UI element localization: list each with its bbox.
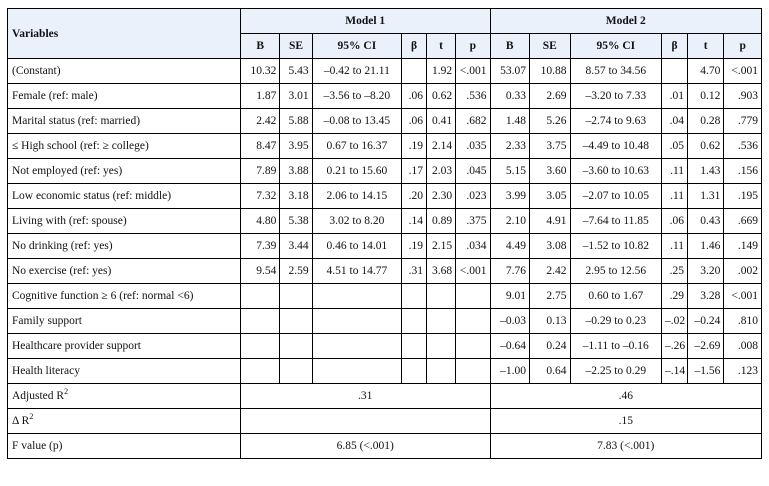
model1-ci-cell: 0.46 to 14.01 [312, 234, 401, 259]
model2-p-cell: <.001 [724, 284, 762, 309]
model1-ci-cell [312, 284, 401, 309]
model2-ci-cell: –4.49 to 10.48 [570, 134, 662, 159]
summary-row-delta-r2 [8, 409, 762, 434]
model2-beta-cell: –.14 [662, 359, 688, 384]
row-label: No drinking (ref: yes) [8, 234, 241, 259]
model1-b-cell: 8.47 [240, 134, 280, 159]
model1-p-cell [456, 284, 490, 309]
model2-value: .46 [490, 384, 762, 409]
model2-t-cell: –2.69 [688, 334, 724, 359]
model1-se-cell: 5.38 [280, 209, 312, 234]
model2-value: .15 [490, 409, 762, 434]
model1-ci-cell: 0.67 to 16.37 [312, 134, 401, 159]
model1-ci-cell: 2.06 to 14.15 [312, 184, 401, 209]
model2-t-cell: 0.43 [688, 209, 724, 234]
model1-beta-cell: .14 [402, 209, 427, 234]
model2-p-cell: .669 [724, 209, 762, 234]
model2-ci-cell: –0.29 to 0.23 [570, 309, 662, 334]
model1-t-cell: 3.68 [427, 259, 456, 284]
model2-b-cell: –0.64 [490, 334, 530, 359]
model2-p-cell: .002 [724, 259, 762, 284]
model1-header: Model 1 [240, 9, 490, 34]
model2-ci-cell: –2.74 to 9.63 [570, 109, 662, 134]
model2-se-cell: 10.88 [530, 59, 571, 84]
model1-p-cell: .035 [456, 134, 490, 159]
model1-value: 6.85 (<.001) [240, 434, 490, 459]
model1-b-cell: 7.32 [240, 184, 280, 209]
row-label: Low economic status (ref: middle) [8, 184, 241, 209]
model1-ci-cell [312, 334, 401, 359]
col-header-p: p [724, 34, 762, 59]
table-row [8, 84, 762, 109]
model1-se-cell: 2.59 [280, 259, 312, 284]
model2-beta-cell: .06 [662, 209, 688, 234]
col-header-p: p [456, 34, 490, 59]
model1-t-cell [427, 334, 456, 359]
regression-table [7, 8, 762, 459]
table-row [8, 234, 762, 259]
model2-beta-cell: .11 [662, 159, 688, 184]
model2-p-cell: .903 [724, 84, 762, 109]
model1-se-cell: 3.88 [280, 159, 312, 184]
table-row [8, 284, 762, 309]
model2-p-cell: .008 [724, 334, 762, 359]
model2-ci-cell: –3.20 to 7.33 [570, 84, 662, 109]
model1-b-cell [240, 309, 280, 334]
model2-se-cell: 4.91 [530, 209, 571, 234]
table-header [8, 9, 762, 59]
model2-beta-cell: .05 [662, 134, 688, 159]
model2-p-cell: .195 [724, 184, 762, 209]
model1-t-cell: 2.15 [427, 234, 456, 259]
model1-p-cell [456, 334, 490, 359]
model2-header: Model 2 [490, 9, 762, 34]
model2-t-cell: 0.12 [688, 84, 724, 109]
variables-header: Variables [8, 9, 241, 59]
model1-t-cell: 0.89 [427, 209, 456, 234]
table-summary [8, 384, 762, 459]
model2-ci-cell: –1.52 to 10.82 [570, 234, 662, 259]
summary-row-adjusted-r2 [8, 384, 762, 409]
model2-beta-cell: .11 [662, 234, 688, 259]
model1-ci-cell: 0.21 to 15.60 [312, 159, 401, 184]
model1-value [240, 409, 490, 434]
model2-beta-cell: .01 [662, 84, 688, 109]
model2-ci-cell: –1.11 to –0.16 [570, 334, 662, 359]
model2-t-cell: 0.62 [688, 134, 724, 159]
table-row [8, 184, 762, 209]
model2-beta-cell: .04 [662, 109, 688, 134]
model2-p-cell: .536 [724, 134, 762, 159]
model2-p-cell: .810 [724, 309, 762, 334]
model2-b-cell: 2.10 [490, 209, 530, 234]
table-row [8, 109, 762, 134]
table-row [8, 159, 762, 184]
model1-beta-cell [402, 309, 427, 334]
model2-p-cell: .123 [724, 359, 762, 384]
row-label: No exercise (ref: yes) [8, 259, 241, 284]
model2-beta-cell: .25 [662, 259, 688, 284]
table-row [8, 59, 762, 84]
superscript: 2 [64, 387, 69, 397]
model1-b-cell: 1.87 [240, 84, 280, 109]
model1-p-cell: .023 [456, 184, 490, 209]
col-header-ci: 95% CI [312, 34, 401, 59]
model2-se-cell: 5.26 [530, 109, 571, 134]
model1-beta-cell [402, 59, 427, 84]
model1-se-cell [280, 359, 312, 384]
row-label: Marital status (ref: married) [8, 109, 241, 134]
model1-b-cell: 4.80 [240, 209, 280, 234]
model1-ci-cell [312, 359, 401, 384]
model1-b-cell: 7.39 [240, 234, 280, 259]
model2-p-cell: <.001 [724, 59, 762, 84]
model1-beta-cell: .19 [402, 134, 427, 159]
row-label: Cognitive function ≥ 6 (ref: normal <6) [8, 284, 241, 309]
model1-p-cell [456, 359, 490, 384]
model2-t-cell: 3.28 [688, 284, 724, 309]
model2-beta-cell [662, 59, 688, 84]
model1-ci-cell: –0.42 to 21.11 [312, 59, 401, 84]
superscript: 2 [29, 412, 34, 422]
model2-ci-cell: 8.57 to 34.56 [570, 59, 662, 84]
row-label-text: Δ R [12, 415, 30, 427]
model1-t-cell: 0.41 [427, 109, 456, 134]
model1-t-cell: 2.30 [427, 184, 456, 209]
col-header-b: B [490, 34, 530, 59]
model1-t-cell: 2.03 [427, 159, 456, 184]
model2-p-cell: .149 [724, 234, 762, 259]
model2-ci-cell: 2.95 to 12.56 [570, 259, 662, 284]
model1-se-cell: 3.95 [280, 134, 312, 159]
model2-b-cell: 0.33 [490, 84, 530, 109]
model2-t-cell: –0.24 [688, 309, 724, 334]
model1-b-cell [240, 284, 280, 309]
model2-t-cell: 0.28 [688, 109, 724, 134]
model2-beta-cell: –.02 [662, 309, 688, 334]
col-header-b: B [240, 34, 280, 59]
model1-b-cell [240, 334, 280, 359]
model2-t-cell: 1.31 [688, 184, 724, 209]
col-header-ci: 95% CI [570, 34, 662, 59]
table-row [8, 309, 762, 334]
model1-se-cell: 3.18 [280, 184, 312, 209]
model1-se-cell [280, 309, 312, 334]
model1-b-cell: 10.32 [240, 59, 280, 84]
model2-se-cell: 0.64 [530, 359, 571, 384]
model1-value: .31 [240, 384, 490, 409]
model2-b-cell: 9.01 [490, 284, 530, 309]
model2-ci-cell: –2.25 to 0.29 [570, 359, 662, 384]
model2-se-cell: 3.08 [530, 234, 571, 259]
row-label: ≤ High school (ref: ≥ college) [8, 134, 241, 159]
model1-t-cell [427, 309, 456, 334]
model2-b-cell: 2.33 [490, 134, 530, 159]
col-header-t: t [688, 34, 724, 59]
model1-p-cell: .045 [456, 159, 490, 184]
model1-ci-cell: 3.02 to 8.20 [312, 209, 401, 234]
model2-ci-cell: 0.60 to 1.67 [570, 284, 662, 309]
col-header-se: SE [530, 34, 571, 59]
model1-ci-cell: –0.08 to 13.45 [312, 109, 401, 134]
row-label: Family support [8, 309, 241, 334]
model2-se-cell: 0.24 [530, 334, 571, 359]
table-row [8, 209, 762, 234]
model2-beta-cell: .11 [662, 184, 688, 209]
model1-beta-cell: .19 [402, 234, 427, 259]
model2-t-cell: 1.46 [688, 234, 724, 259]
model1-p-cell: .375 [456, 209, 490, 234]
model1-se-cell: 3.44 [280, 234, 312, 259]
model2-t-cell: 3.20 [688, 259, 724, 284]
table-row [8, 134, 762, 159]
col-header-t: t [427, 34, 456, 59]
model2-p-cell: .779 [724, 109, 762, 134]
model2-se-cell: 2.42 [530, 259, 571, 284]
model1-se-cell [280, 284, 312, 309]
table-row [8, 259, 762, 284]
model2-b-cell: 1.48 [490, 109, 530, 134]
model1-t-cell [427, 284, 456, 309]
row-label [8, 384, 241, 409]
model1-ci-cell: –3.56 to –8.20 [312, 84, 401, 109]
table-row [8, 359, 762, 384]
model2-b-cell: –0.03 [490, 309, 530, 334]
model2-ci-cell: –7.64 to 11.85 [570, 209, 662, 234]
model2-beta-cell: .29 [662, 284, 688, 309]
model2-se-cell: 3.60 [530, 159, 571, 184]
model1-p-cell: <.001 [456, 259, 490, 284]
model2-t-cell: –1.56 [688, 359, 724, 384]
model1-se-cell [280, 334, 312, 359]
table-row [8, 334, 762, 359]
model1-b-cell: 2.42 [240, 109, 280, 134]
table-body [8, 59, 762, 384]
model2-se-cell: 3.75 [530, 134, 571, 159]
summary-row-f-value [8, 434, 762, 459]
model1-beta-cell: .31 [402, 259, 427, 284]
model1-beta-cell [402, 334, 427, 359]
model1-se-cell: 5.43 [280, 59, 312, 84]
model2-value: 7.83 (<.001) [490, 434, 762, 459]
model2-se-cell: 2.75 [530, 284, 571, 309]
model1-se-cell: 5.88 [280, 109, 312, 134]
header-row-models [8, 9, 762, 34]
model1-p-cell: <.001 [456, 59, 490, 84]
model2-b-cell: 53.07 [490, 59, 530, 84]
model1-p-cell: .682 [456, 109, 490, 134]
row-label: Health literacy [8, 359, 241, 384]
model1-beta-cell: .17 [402, 159, 427, 184]
model1-ci-cell [312, 309, 401, 334]
model1-p-cell: .034 [456, 234, 490, 259]
model1-b-cell [240, 359, 280, 384]
model1-b-cell: 7.89 [240, 159, 280, 184]
row-label: (Constant) [8, 59, 241, 84]
model1-t-cell: 0.62 [427, 84, 456, 109]
model1-t-cell: 1.92 [427, 59, 456, 84]
model2-ci-cell: –2.07 to 10.05 [570, 184, 662, 209]
model1-p-cell: .536 [456, 84, 490, 109]
model1-p-cell [456, 309, 490, 334]
row-label: Female (ref: male) [8, 84, 241, 109]
col-header-se: SE [280, 34, 312, 59]
model2-beta-cell: –.26 [662, 334, 688, 359]
model2-p-cell: .156 [724, 159, 762, 184]
model1-beta-cell: .06 [402, 109, 427, 134]
col-header-beta: β [662, 34, 688, 59]
model1-t-cell: 2.14 [427, 134, 456, 159]
row-label: Healthcare provider support [8, 334, 241, 359]
row-label: Living with (ref: spouse) [8, 209, 241, 234]
row-label [8, 409, 241, 434]
row-label: Not employed (ref: yes) [8, 159, 241, 184]
model2-se-cell: 2.69 [530, 84, 571, 109]
model1-beta-cell [402, 359, 427, 384]
model2-se-cell: 3.05 [530, 184, 571, 209]
model1-beta-cell: .06 [402, 84, 427, 109]
model1-se-cell: 3.01 [280, 84, 312, 109]
row-label: F value (p) [8, 434, 241, 459]
model1-beta-cell: .20 [402, 184, 427, 209]
model2-b-cell: 3.99 [490, 184, 530, 209]
model2-b-cell: 5.15 [490, 159, 530, 184]
model1-ci-cell: 4.51 to 14.77 [312, 259, 401, 284]
model1-t-cell [427, 359, 456, 384]
model2-b-cell: –1.00 [490, 359, 530, 384]
model2-ci-cell: –3.60 to 10.63 [570, 159, 662, 184]
model2-b-cell: 7.76 [490, 259, 530, 284]
model1-beta-cell [402, 284, 427, 309]
model2-t-cell: 1.43 [688, 159, 724, 184]
row-label-text: Adjusted R [12, 390, 65, 402]
model2-t-cell: 4.70 [688, 59, 724, 84]
model1-b-cell: 9.54 [240, 259, 280, 284]
model2-se-cell: 0.13 [530, 309, 571, 334]
model2-b-cell: 4.49 [490, 234, 530, 259]
col-header-beta: β [402, 34, 427, 59]
